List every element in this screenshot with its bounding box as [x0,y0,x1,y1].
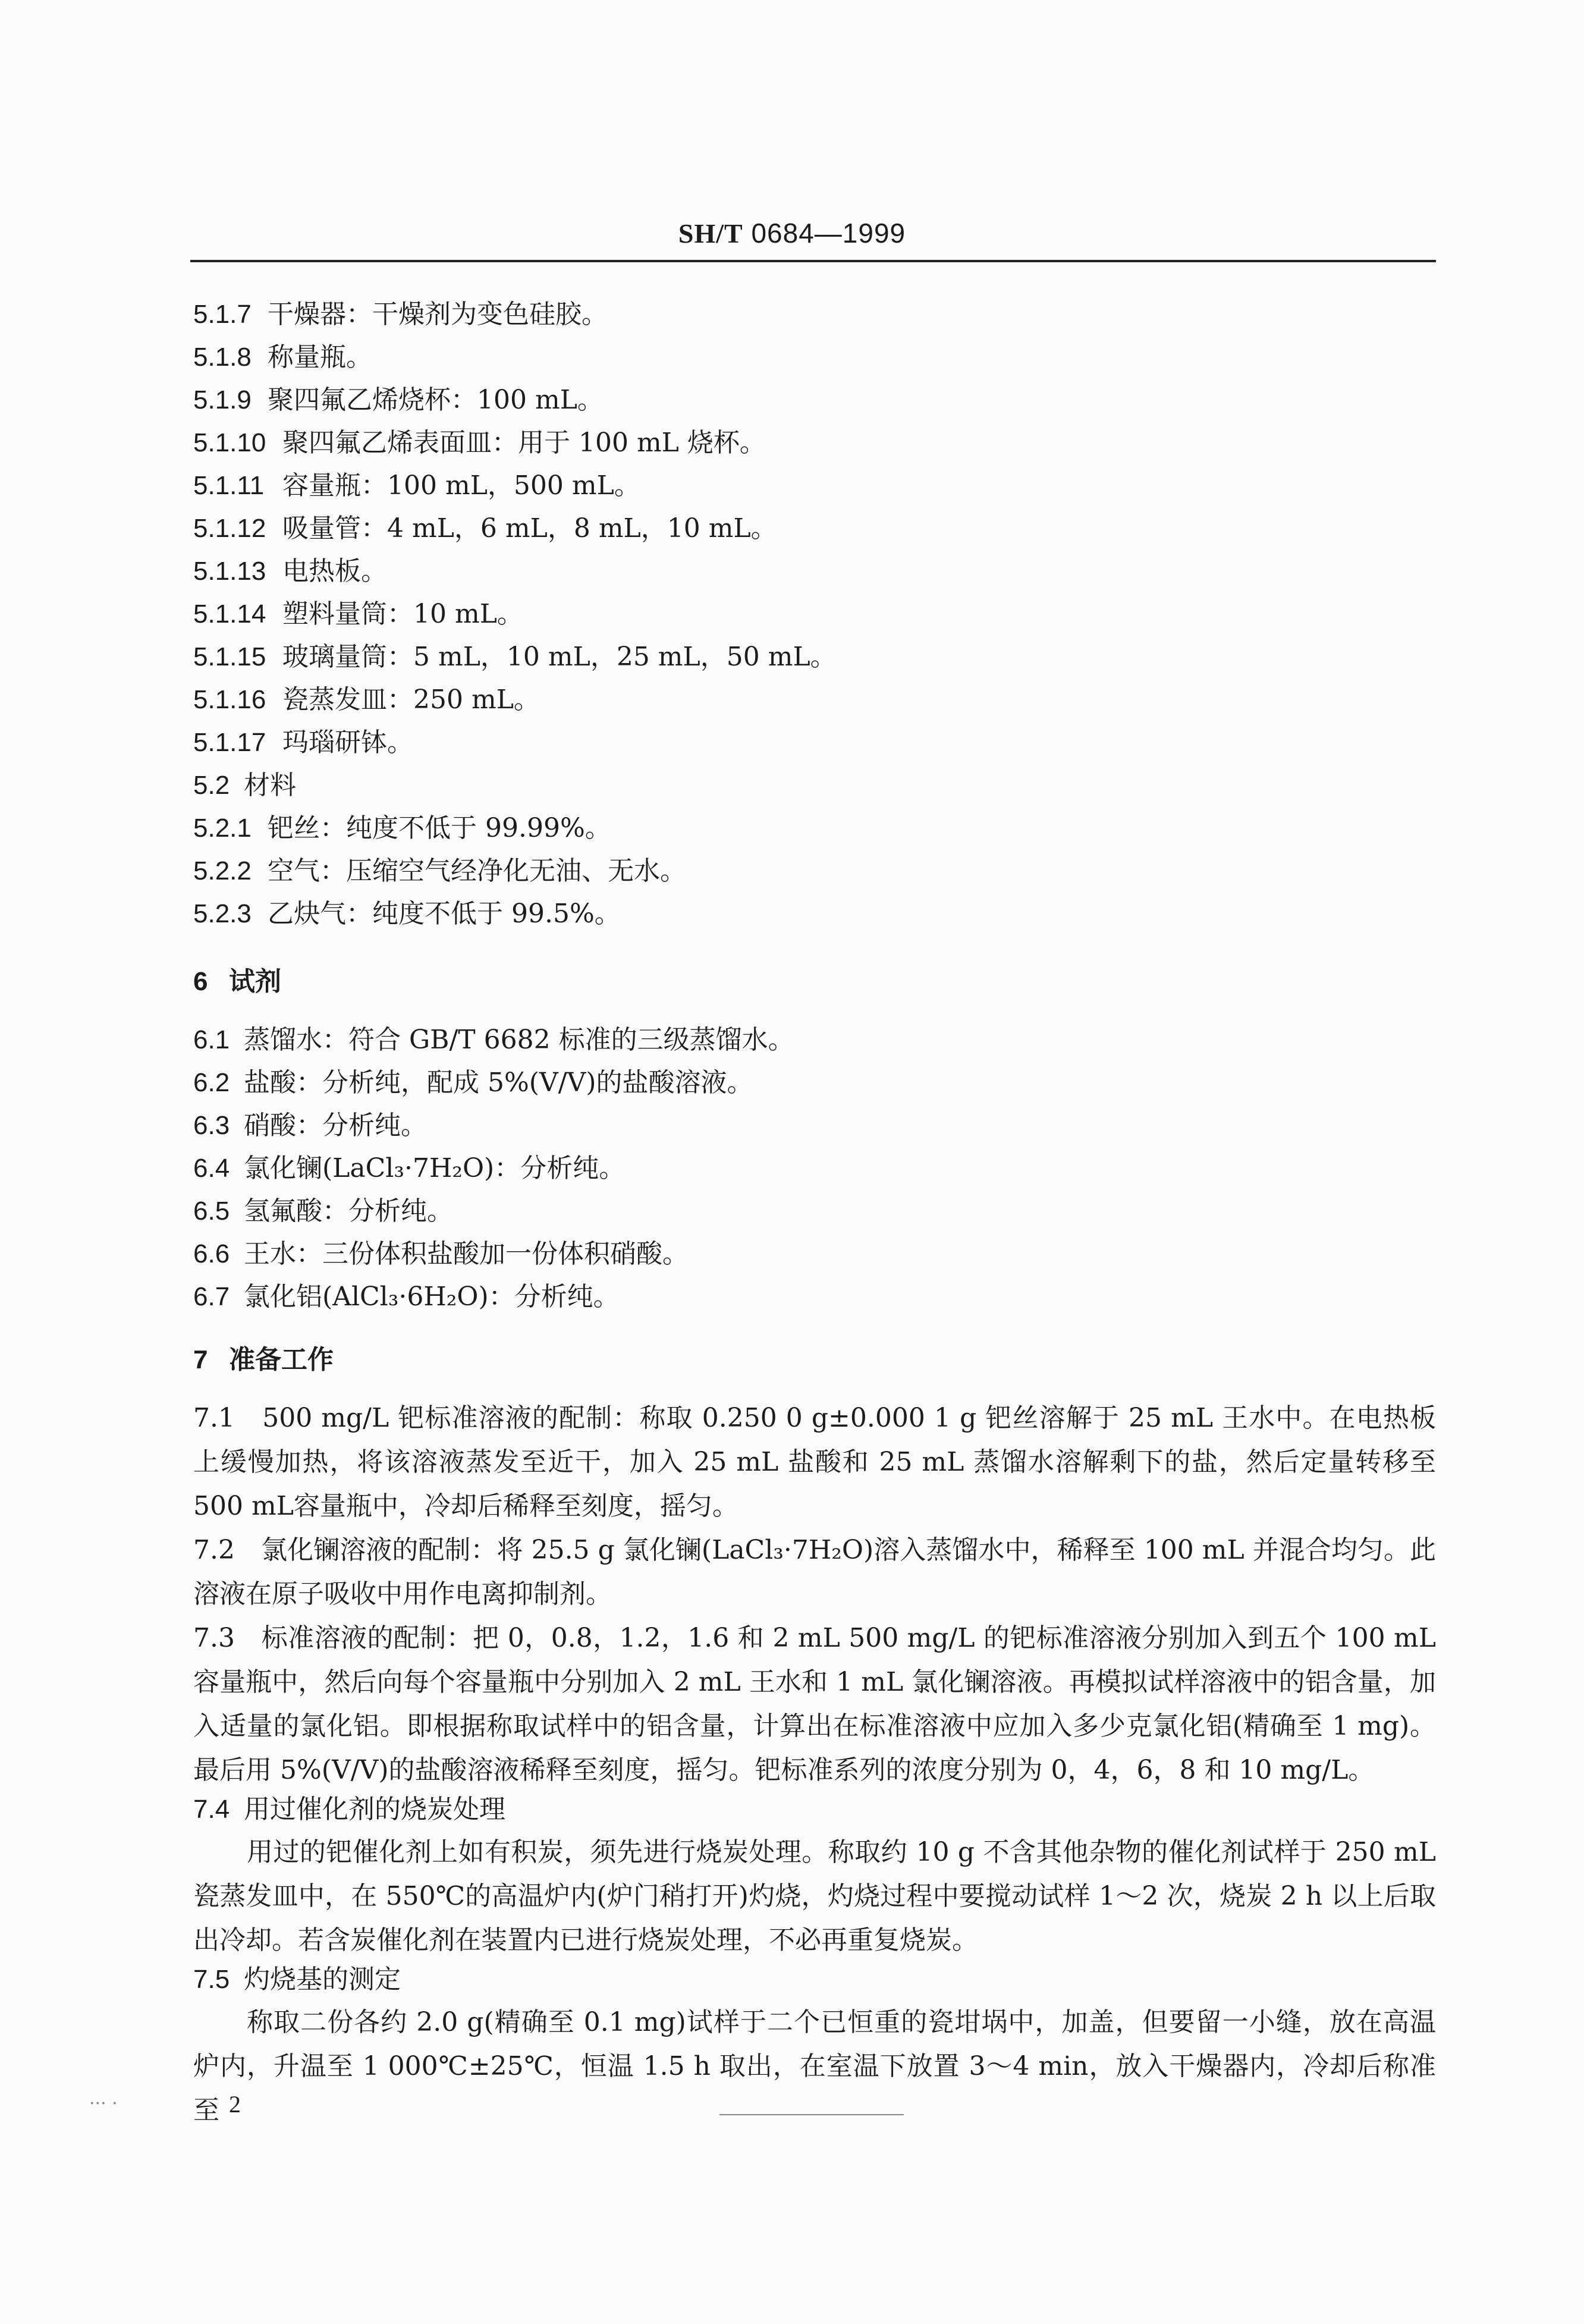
paragraph-7-1: 7.1 500 mg/L 钯标准溶液的配制：称取 0.250 0 g±0.000 1 g 钯丝溶解于 25 mL 王水中。在电热板上缓慢加热，将该溶液蒸发至近干，加入 25 mL 盐酸和 25 mL 蒸馏水溶解剩下的盐，然后定量转移至 500 mL容量瓶中，冷却后稀释至刻度，摇匀。 [193,1403,1436,1521]
list-item: 5.1.10 聚四氟乙烯表面皿：用于 100 mL 烧杯。 [193,428,766,458]
page-number: 2 [229,2091,241,2118]
list-item: 6.1 蒸馏水：符合 GB/T 6682 标准的三级蒸馏水。 [193,1025,794,1055]
list-item: 5.1.8 称量瓶。 [193,342,372,372]
subheading-7-5: 7.5 灼烧基的测定 [193,1964,401,1995]
section-heading: 7 准备工作 [193,1345,334,1375]
list-item: 6.5 氢氟酸：分析纯。 [193,1196,453,1226]
paragraph-7-4: 用过的钯催化剂上如有积炭，须先进行烧炭处理。称取约 10 g 不含其他杂物的催化剂试样于 250 mL瓷蒸发皿中，在 550℃的高温炉内(炉门稍打开)灼烧，灼烧过程中要搅动试样 1～2 次，烧炭 2 h 以上后取出冷却。若含炭催化剂在装置内已进行烧炭处理，不必再重复烧炭。 [193,1837,1436,1955]
list-item: 6.6 王水：三份体积盐酸加一份体积硝酸。 [193,1239,689,1269]
header-divider [190,260,1436,262]
section-heading: 5.2 材料 [193,770,296,800]
standard-code [0,217,1584,249]
list-item: 5.2.3 乙炔气：纯度不低于 99.5%。 [193,899,621,929]
list-item: 5.1.11 容量瓶：100 mL，500 mL。 [193,470,640,501]
paragraph-7-3: 7.3 标准溶液的配制：把 0，0.8，1.2，1.6 和 2 mL 500 mg/L 的钯标准溶液分别加入到五个 100 mL 容量瓶中，然后向每个容量瓶中分别加入 2 mL 王水和 1 mL 氯化镧溶液。再模拟试样溶液中的铝含量，加入适量的氯化铝。即根据称取试样中的铝含量，计算出在标准溶液中应加入多少克氯化铝(精确至 1 mg)。最后用 5%(V/V)的盐酸溶液稀释至刻度，摇匀。钯标准系列的浓度分别为 0，4，6，8 和 10 mg/L。 [193,1623,1436,1785]
scan-mark: ··· · [89,2093,118,2114]
list-item: 5.1.16 瓷蒸发皿：250 mL。 [193,684,540,715]
list-item: 5.1.7 干燥器：干燥剂为变色硅胶。 [193,299,608,329]
list-item: 5.1.15 玻璃量筒：5 mL，10 mL，25 mL，50 mL。 [193,642,837,672]
list-item: 5.1.9 聚四氟乙烯烧杯：100 mL。 [193,385,604,415]
section-heading: 6 试剂 [193,966,281,997]
list-item: 6.7 氯化铝(AlCl₃·6H₂O)：分析纯。 [193,1282,620,1312]
list-item: 5.1.17 玛瑙研钵。 [193,727,413,758]
list-item: 5.2.1 钯丝：纯度不低于 99.99%。 [193,813,611,843]
list-item: 5.1.13 电热板。 [193,556,387,586]
list-item: 6.4 氯化镧(LaCl₃·7H₂O)：分析纯。 [193,1153,626,1183]
list-item: 6.3 硝酸：分析纯。 [193,1110,427,1141]
paragraph-7-5: 称取二份各约 2.0 g(精确至 0.1 mg)试样于二个已恒重的瓷坩埚中，加盖，但要留一小缝，放在高温炉内，升温至 1 000℃±25℃，恒温 1.5 h 取出，在室温下放置 3～4 min，放入干燥器内，冷却后称准至 [193,2007,1436,2125]
standard-code-number: 0684—1999 [751,218,906,249]
list-item: 5.1.12 吸量管：4 mL，6 mL，8 mL，10 mL。 [193,513,777,544]
list-item: 6.2 盐酸：分析纯，配成 5%(V/V)的盐酸溶液。 [193,1067,753,1098]
standard-code-prefix: SH/T [678,218,743,249]
footer-rule [719,2114,904,2115]
subheading-7-4: 7.4 用过催化剂的烧炭处理 [193,1794,505,1824]
paragraph-7-2: 7.2 氯化镧溶液的配制：将 25.5 g 氯化镧(LaCl₃·7H₂O)溶入蒸馏水中，稀释至 100 mL 并混合均匀。此溶液在原子吸收中用作电离抑制剂。 [193,1535,1436,1609]
list-item: 5.2.2 空气：压缩空气经净化无油、无水。 [193,856,686,886]
list-item: 5.1.14 塑料量筒：10 mL。 [193,599,523,629]
